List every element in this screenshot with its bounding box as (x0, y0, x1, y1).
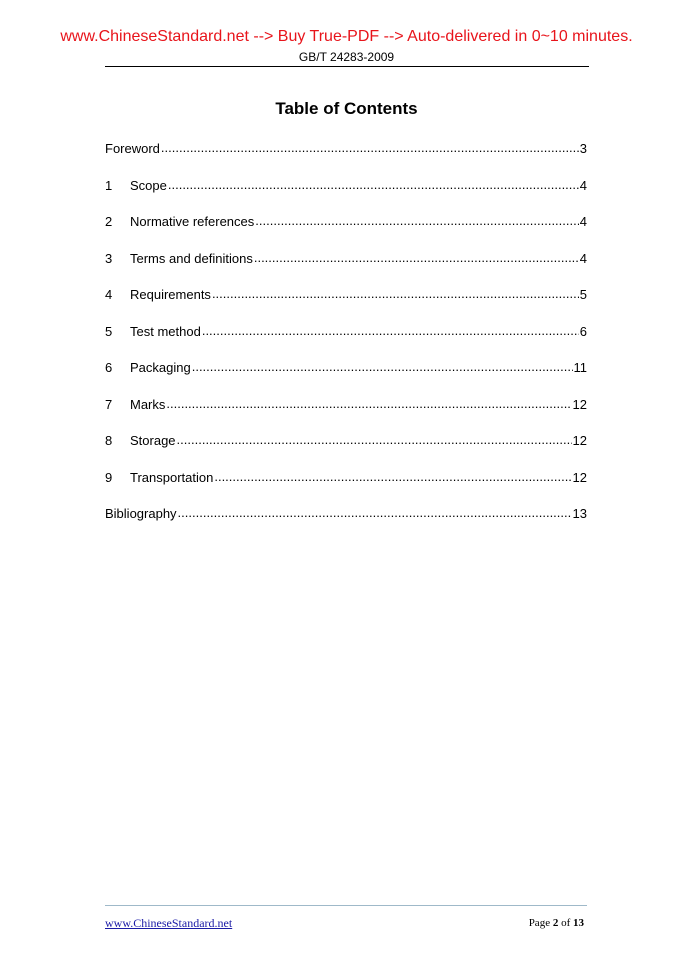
toc-entry-number: 5 (105, 323, 113, 339)
toc-entry-foreword[interactable] (105, 141, 587, 178)
toc-title: Table of Contents (275, 99, 418, 118)
toc-entry-number: 6 (105, 360, 113, 375)
page-separator: of (558, 917, 573, 929)
toc-entry-requirements[interactable] (105, 287, 587, 324)
toc-entry-text: Foreword (105, 141, 160, 156)
toc-entry-number: 4 (105, 287, 113, 302)
toc-entry-text: Marks (130, 396, 166, 412)
toc-leader-dots (168, 177, 579, 192)
toc-entry-terms-and-definitions[interactable] (105, 251, 587, 288)
toc-entry-normative-references[interactable] (105, 214, 587, 251)
toc-leader-dots (202, 323, 579, 338)
toc-entry-number: 3 (105, 250, 113, 266)
toc-leader-dots (166, 396, 571, 411)
toc-entry-scope[interactable] (105, 178, 587, 215)
toc-entry-page: 4 (579, 177, 587, 193)
standard-number: GB/T 24283-2009 (298, 50, 395, 64)
toc-entry-page: 12 (572, 433, 587, 448)
promo-banner: www.ChineseStandard.net --> Buy True-PDF --> Auto-delivered in 0~10 minutes. (60, 28, 633, 45)
toc-entry-text: Storage (130, 433, 176, 448)
footer-page-indicator (529, 917, 584, 929)
header-divider (105, 66, 589, 67)
footer-site-link[interactable]: www.ChineseStandard.net (105, 916, 233, 930)
toc-entry-page: 4 (579, 250, 587, 266)
toc-entry-transportation[interactable] (105, 470, 587, 507)
toc-entry-page: 5 (579, 287, 587, 302)
toc-entry-storage[interactable] (105, 433, 587, 470)
toc-entry-page: 11 (573, 360, 587, 375)
toc-leader-dots (177, 432, 572, 447)
toc-entry-page: 13 (572, 506, 587, 521)
toc-entry-text: Transportation (130, 469, 214, 485)
page-total: 13 (573, 917, 584, 929)
toc-entry-page: 4 (579, 214, 587, 229)
page-prefix: Page (528, 917, 553, 929)
toc-entry-bibliography[interactable] (105, 506, 587, 543)
page-current: 2 (552, 917, 559, 929)
toc-list (105, 141, 587, 543)
toc-leader-dots (178, 505, 572, 520)
footer-divider (105, 905, 587, 906)
toc-leader-dots (212, 286, 579, 301)
toc-entry-text: Scope (130, 177, 167, 193)
toc-entry-text: Normative references (130, 214, 255, 229)
toc-leader-dots (214, 469, 571, 484)
toc-entry-packaging[interactable] (105, 360, 587, 397)
toc-entry-number: 7 (105, 396, 113, 412)
toc-entry-number: 8 (105, 433, 113, 448)
toc-leader-dots (255, 213, 578, 228)
toc-entry-test-method[interactable] (105, 324, 587, 361)
toc-entry-text: Packaging (130, 360, 191, 375)
toc-entry-text: Requirements (130, 287, 211, 302)
toc-entry-number: 9 (105, 469, 113, 485)
toc-entry-page: 12 (572, 396, 587, 412)
toc-entry-page: 6 (579, 323, 587, 339)
toc-entry-number: 1 (105, 177, 113, 193)
toc-leader-dots (161, 140, 579, 155)
toc-entry-marks[interactable] (105, 397, 587, 434)
toc-entry-text: Test method (130, 323, 201, 339)
toc-leader-dots (254, 250, 579, 265)
toc-entry-page: 12 (572, 469, 587, 485)
toc-entry-text: Terms and definitions (130, 250, 253, 266)
toc-entry-page: 3 (579, 141, 587, 156)
toc-leader-dots (192, 359, 573, 374)
toc-entry-number: 2 (105, 214, 113, 229)
toc-entry-text: Bibliography (105, 506, 177, 521)
